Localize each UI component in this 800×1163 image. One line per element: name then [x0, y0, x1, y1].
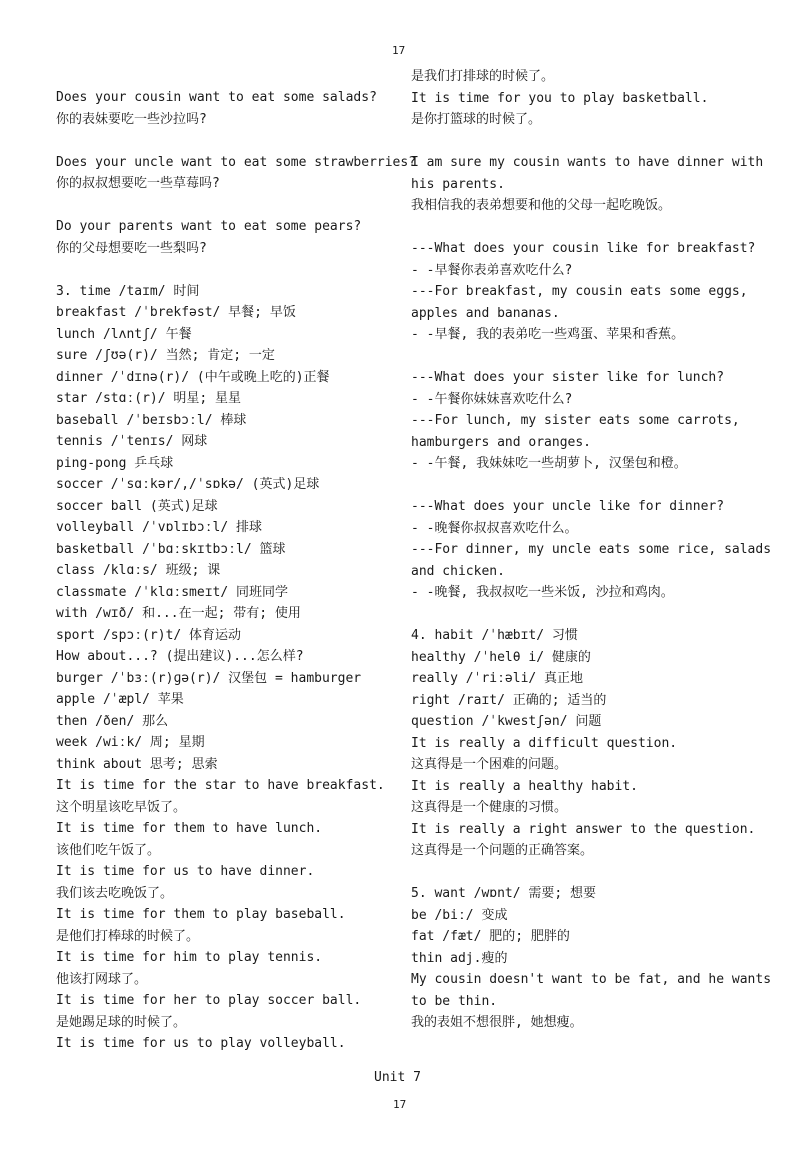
text-line: ---For dinner, my uncle eats some rice, salads — [411, 542, 772, 557]
text-line: 你的父母想要吃一些梨吗? — [56, 240, 207, 256]
text-line: 他该打网球了。 — [56, 971, 148, 987]
text-line: lunch /lʌntʃ/ 午餐 — [56, 326, 192, 342]
text-line: - -早餐你表弟喜欢吃什么? — [411, 262, 573, 278]
text-line: 我的表姐不想很胖, 她想瘦。 — [411, 1015, 583, 1030]
page-number-top: 17 — [392, 44, 406, 57]
blank-line — [56, 259, 418, 281]
text-line: ---For breakfast, my cousin eats some eggs, — [411, 284, 748, 299]
footer-unit-label: Unit 7 — [374, 1070, 421, 1085]
text-line: tennis /ˈtenɪs/ 网球 — [56, 434, 208, 449]
left-column — [56, 87, 418, 1055]
text-line: Do your parents want to eat some pears? — [56, 219, 362, 234]
blank-line — [411, 604, 791, 626]
text-line: 你的叔叔想要吃一些草莓吗? — [56, 176, 220, 191]
text-line: Does your cousin want to eat some salads? — [56, 90, 377, 105]
text-line: How about...? (提出建议)...怎么样? — [56, 649, 304, 664]
text-line: 这个明星该吃早饭了。 — [56, 799, 187, 815]
text-line: My cousin doesn't want to be fat, and he wants — [411, 972, 772, 987]
text-line: - -午餐你妹妹喜欢吃什么? — [411, 391, 573, 407]
text-line: 4. habit /ˈhæbɪt/ 习惯 — [411, 628, 578, 643]
text-line: hamburgers and oranges. — [411, 434, 592, 450]
text-line: baseball /ˈbeɪsbɔːl/ 棒球 — [56, 412, 247, 428]
page-number-bottom: 17 — [393, 1098, 407, 1111]
blank-line — [411, 217, 791, 239]
text-line: right /raɪt/ 正确的; 适当的 — [411, 692, 607, 708]
text-line: breakfast /ˈbrekfəst/ 早餐; 早饭 — [56, 305, 296, 320]
text-line: - -早餐, 我的表弟吃一些鸡蛋、苹果和香蕉。 — [411, 327, 685, 342]
text-line: think about 思考; 思索 — [56, 756, 218, 772]
blank-line — [411, 131, 791, 153]
text-line: 这真得是一个问题的正确答案。 — [411, 843, 594, 858]
text-line: It is time for us to play volleyball. — [56, 1036, 346, 1051]
text-line: basketball /ˈbɑːskɪtbɔːl/ 篮球 — [56, 541, 286, 557]
text-line: then /ðen/ 那么 — [56, 713, 169, 729]
text-line: I am sure my cousin wants to have dinner with — [411, 155, 764, 170]
right-column — [411, 66, 791, 1034]
text-line: ping-pong 乒乓球 — [56, 455, 174, 471]
text-line: It is time for him to play tennis. — [56, 950, 323, 965]
text-line: 5. want /wɒnt/ 需要; 想要 — [411, 886, 597, 901]
text-line: ---For lunch, my sister eats some carrots, — [411, 413, 740, 428]
text-line: - -午餐, 我妹妹吃一些胡萝卜, 汉堡包和橙。 — [411, 456, 687, 471]
blank-line — [411, 346, 791, 368]
text-line: 该他们吃午饭了。 — [56, 842, 161, 858]
blank-line — [411, 862, 791, 884]
text-line: 是她踢足球的时候了。 — [56, 1014, 187, 1030]
text-line: It is time for the star to have breakfast. — [56, 778, 385, 793]
text-line: - -晚餐, 我叔叔吃一些米饭, 沙拉和鸡肉。 — [411, 585, 674, 600]
blank-line — [56, 130, 418, 152]
text-line: dinner /ˈdɪnə(r)/ (中午或晚上吃的)正餐 — [56, 369, 330, 385]
text-line: sport /spɔː(r)t/ 体育运动 — [56, 627, 242, 643]
text-line: apple /ˈæpl/ 苹果 — [56, 692, 184, 707]
text-line: sure /ʃʊə(r)/ 当然; 肯定; 一定 — [56, 348, 275, 363]
text-line: ---What does your uncle like for dinner? — [411, 499, 725, 514]
text-line: It is time for them to have lunch. — [56, 821, 323, 836]
text-line: It is time for us to have dinner. — [56, 864, 315, 879]
text-line: It is time for you to play basketball. — [411, 90, 709, 106]
text-line: soccer ball (英式)足球 — [56, 498, 218, 514]
text-line: thin adj.瘦的 — [411, 950, 508, 966]
text-line: It is really a right answer to the question. — [411, 821, 756, 837]
text-line: 这真得是一个健康的习惯。 — [411, 800, 568, 815]
text-line: star /stɑː(r)/ 明星; 星星 — [56, 391, 242, 406]
text-line: burger /ˈbɜː(r)ɡə(r)/ 汉堡包 = hamburger — [56, 670, 362, 686]
text-line: 我相信我的表弟想要和他的父母一起吃晚饭。 — [411, 198, 672, 213]
text-line: 是我们打排球的时候了。 — [411, 69, 555, 84]
text-line: healthy /ˈhelθ i/ 健康的 — [411, 649, 591, 665]
blank-line — [411, 475, 791, 497]
text-line: fat /fæt/ 肥的; 肥胖的 — [411, 929, 570, 944]
text-line: It is time for her to play soccer ball. — [56, 993, 362, 1008]
text-line: 我们该去吃晚饭了。 — [56, 885, 174, 901]
text-line: Does your uncle want to eat some strawberries? — [56, 154, 417, 170]
text-line: class /klɑːs/ 班级; 课 — [56, 563, 221, 578]
text-line: week /wiːk/ 周; 星期 — [56, 735, 205, 750]
text-line: It is really a healthy habit. — [411, 778, 638, 794]
text-line: 是他们打棒球的时候了。 — [56, 928, 200, 944]
text-line: soccer /ˈsɑːkər/,/ˈsɒkə/ (英式)足球 — [56, 477, 320, 492]
text-line: ---What does your cousin like for breakfast? — [411, 241, 756, 256]
text-line: be /biː/ 变成 — [411, 907, 508, 923]
text-line: 是你打篮球的时候了。 — [411, 112, 542, 127]
text-line: 这真得是一个困难的问题。 — [411, 757, 568, 772]
text-line: 3. time /taɪm/ 时间 — [56, 283, 200, 299]
text-line: It is time for them to play baseball. — [56, 907, 346, 922]
text-line: classmate /ˈklɑːsmeɪt/ 同班同学 — [56, 584, 289, 600]
text-line: his parents. — [411, 176, 505, 192]
text-line: with /wɪð/ 和...在一起; 带有; 使用 — [56, 606, 301, 621]
blank-line — [56, 195, 418, 217]
text-line: volleyball /ˈvɒlɪbɔːl/ 排球 — [56, 520, 263, 535]
text-line: ---What does your sister like for lunch? — [411, 370, 725, 385]
text-line: and chicken. — [411, 563, 505, 579]
text-line: apples and bananas. — [411, 305, 560, 321]
text-line: It is really a difficult question. — [411, 735, 678, 751]
text-line: really /ˈriːəli/ 真正地 — [411, 671, 584, 686]
text-line: - -晚餐你叔叔喜欢吃什么。 — [411, 520, 578, 536]
text-line: question /ˈkwestʃən/ 问题 — [411, 714, 602, 729]
text-line: 你的表妹要吃一些沙拉吗? — [56, 111, 207, 127]
text-line: to be thin. — [411, 993, 498, 1009]
